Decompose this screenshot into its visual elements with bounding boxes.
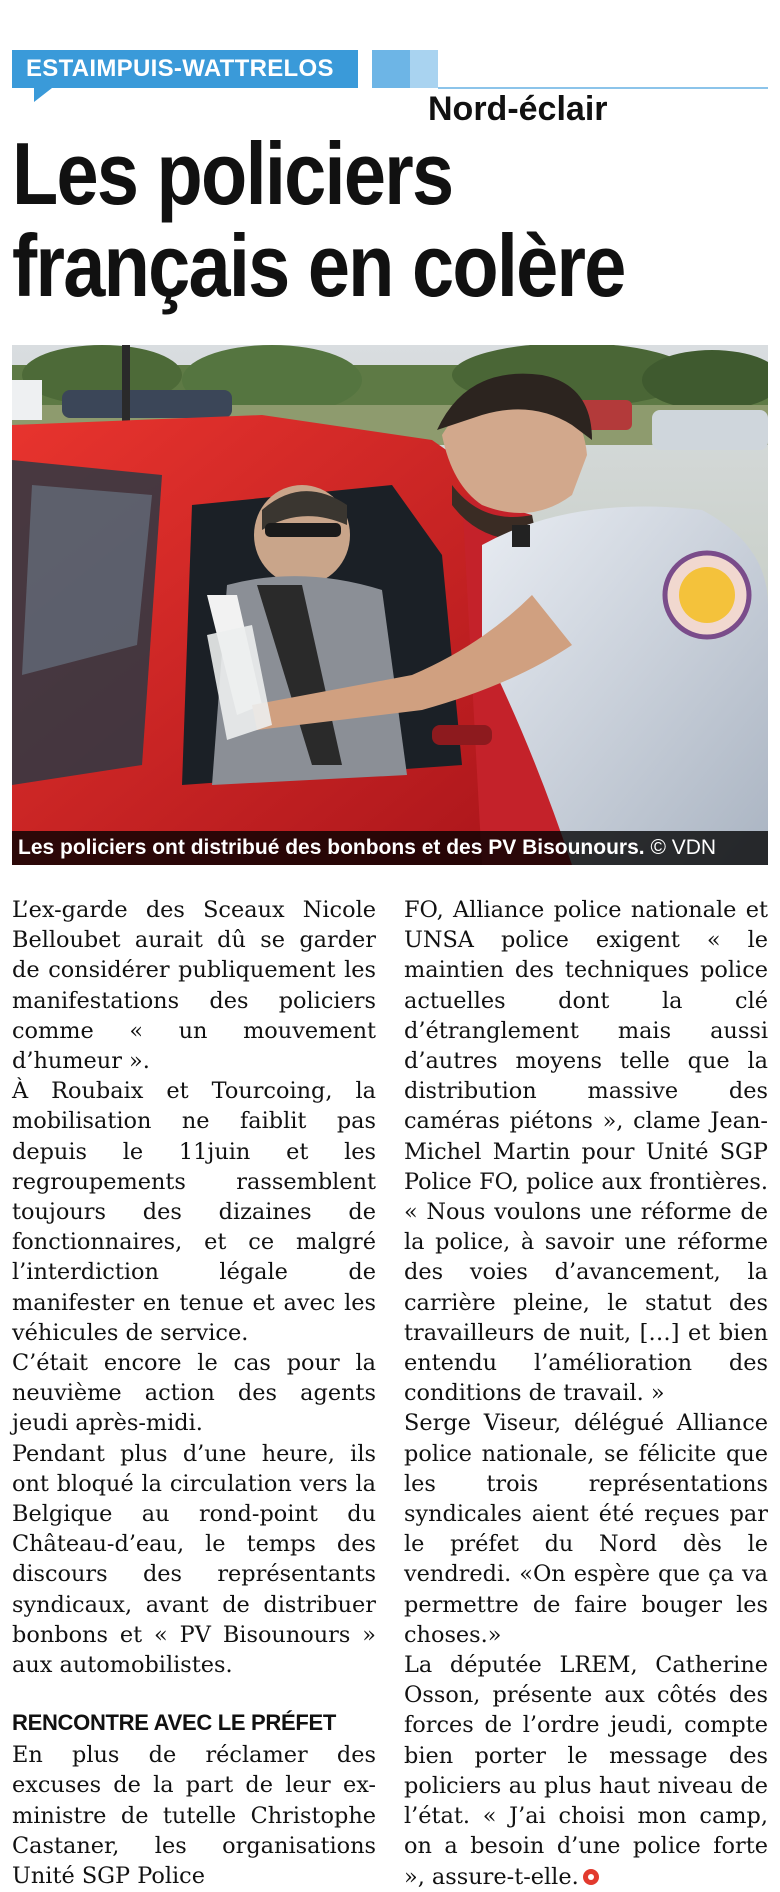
photo-credit: © VDN (650, 836, 717, 859)
article-column-left (12, 895, 376, 1891)
article-subhead: RENCONTRE AVEC LE PRÉFET (12, 1710, 337, 1736)
caption-text: Les policiers ont distribué des bonbons et des PV Bisounours. (18, 836, 645, 859)
tag-tail-shape (34, 88, 52, 102)
article-paragraph: FO, Alliance police nationale et UNSA police exigent « le maintien des techniques police actuelles dont la clé d’étranglement mais aussi d’autres moyens telle que la distribution massive des caméras piétons », clame Jean-Michel Martin pour Unité SGP Police FO, police aux frontières. « Nous voulons une réforme de la police, à savoir une réforme des voies d’avancement, la carrière pleine, le statut des travailleurs de nuit, […] et bien entendu l’amélioration des conditions de travail. » (404, 897, 768, 1407)
photo-caption (12, 831, 768, 865)
article-photo (12, 345, 768, 865)
article-paragraph: À Roubaix et Tourcoing, la mobilisation ne faiblit pas depuis le 11juin et les regroupements rassemblent toujours des dizaines de fonctionnaires, et ce malgré l’interdiction légale de manifester en tenue et avec les véhicules de service. (12, 1078, 376, 1346)
article-paragraph: L’ex-garde des Sceaux Nicole Belloubet aurait dû se garder de considérer publiquement les manifestations des policiers comme « un mouvement d’humeur ». (12, 897, 376, 1075)
tag-rule-line (438, 87, 768, 89)
article-column-right (404, 895, 768, 1892)
newspaper-source: Nord-éclair (428, 90, 608, 128)
headline-line-2: français en colère (12, 216, 625, 315)
tag-fade-block-light (410, 50, 438, 88)
section-tag-banner (12, 50, 768, 100)
headline-line-1: Les policiers (12, 124, 453, 223)
article-paragraph: Serge Viseur, délégué Alliance police nationale, se félicite que les trois représentations syndicales aient été reçues par le préfet du Nord dès le vendredi. «On espère que ça va permettre de faire bouger les choses.» (404, 1410, 768, 1648)
section-tag: ESTAIMPUIS-WATTRELOS (12, 50, 358, 88)
headline (12, 124, 666, 315)
article-last-paragraph (404, 1650, 768, 1892)
end-of-article-icon (583, 1869, 599, 1885)
article-paragraph: En plus de réclamer des excuses de la part de leur ex-ministre de tutelle Christophe Castaner, les organisations Unité SGP Police (12, 1742, 376, 1890)
article-paragraph: La députée LREM, Catherine Osson, présente aux côtés des forces de l’ordre jeudi, compte bien porter le message des policiers au plus haut niveau de l’état. « J’ai choisi mon camp, on a besoin d’une police forte », assure-t-elle. (404, 1652, 768, 1890)
photo-illustration (12, 345, 768, 865)
article-paragraph: C’était encore le cas pour la neuvième action des agents jeudi après-midi. (12, 1350, 376, 1437)
tag-fade-block (372, 50, 410, 88)
article-paragraph: Pendant plus d’une heure, ils ont bloqué la circulation vers la Belgique au rond-point du Château-d’eau, le temps des discours des représentants syndicaux, avant de distribuer bonbons et « PV Bisounours » aux automobilistes. (12, 1440, 376, 1679)
